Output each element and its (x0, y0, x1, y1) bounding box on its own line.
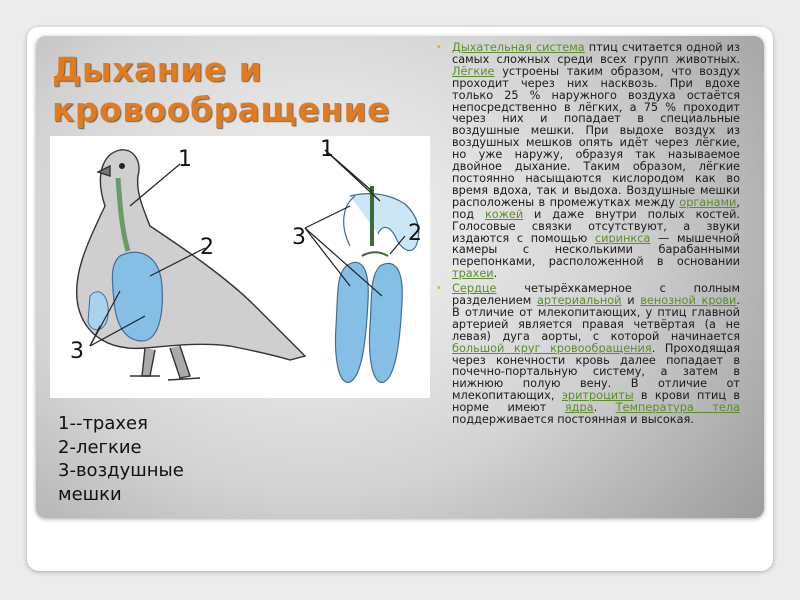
pigeon-drawing (77, 150, 305, 380)
anatomy-figure (50, 136, 430, 398)
paragraph-text: . (593, 401, 616, 415)
paragraph-text: устроены таким образом, что воздух проходит через них насквозь. При вдохе только 25 % наружного воздуха остаётся непосредственно в лёгких, а 75 % проходит через них и попадает в специальные воздушные мешки. При выдохе воздух из воздушных мешков опять идёт через лёгкие, но уже наружу, образуя так называемое двойное дыхание. Таким образом, лёгкие постоянно насыщаются кислородом как во время вдоха, так и выдоха. Воздушные мешки расположены в промежутках между (452, 64, 740, 209)
legend-item: мешки (58, 483, 122, 505)
paragraph-text: . Проходящая через конечности кровь далее попадает в почечно-портальную систему, а затем в нижнюю полую вену. В отличие от млекопитающих, (452, 341, 740, 403)
figure-legend (58, 412, 258, 506)
wiki-link[interactable]: органами (679, 195, 737, 209)
wiki-link[interactable]: венозной крови (640, 294, 737, 308)
paragraph-text: в крови птиц в норме имеют (452, 389, 740, 415)
wiki-link[interactable]: кожей (484, 207, 524, 221)
paragraph-text: — мышечной камеры с несколькими барабанными перепонками, расположенной в основании (452, 231, 741, 269)
description-text (436, 42, 740, 429)
paragraph-text: и (621, 294, 641, 308)
air-sac-shape (88, 292, 108, 330)
slide-panel (36, 36, 764, 518)
wiki-link[interactable]: ядра (564, 401, 594, 415)
paragraph-text: , под (452, 195, 740, 221)
figure-label: 2 (408, 221, 422, 246)
paragraph-text: птиц считается одной из самых сложных среди всех групп животных. (452, 41, 741, 66)
figure-label: 3 (70, 339, 84, 364)
wiki-link[interactable]: Температура тела (615, 401, 740, 415)
slide-title: Дыхание и кровообращение (52, 50, 391, 129)
paragraph-text: поддерживается постоянная и высокая. (452, 413, 694, 427)
wiki-link[interactable]: трахеи (452, 267, 494, 281)
bullet-list (436, 42, 740, 426)
bullet-icon: • (436, 283, 442, 295)
wiki-link[interactable]: артериальной (536, 294, 622, 308)
paragraph-text: . В отличие от млекопитающих, у птиц главной артерией является правая четвёртая (а не левая) дуга аорты, с которой начинается (452, 294, 740, 343)
wiki-link[interactable]: большой круг кровообращения (452, 341, 652, 355)
figure-label: 1 (320, 137, 334, 162)
wiki-link[interactable]: сиринкса (594, 231, 651, 245)
figure-label: 3 (292, 225, 306, 250)
paragraph-text: четырёхкамерное с полным разделением (452, 282, 740, 308)
paragraph-text: и даже внутри полых костей. Голосовые связки отсутствуют, а звуки издаются с помощью (452, 207, 741, 245)
paragraph-text: . (493, 267, 498, 281)
bullet-paragraph (436, 283, 740, 426)
figure-label: 2 (200, 235, 214, 260)
bullet-icon: • (436, 42, 442, 53)
wiki-link[interactable]: эритроциты (561, 389, 634, 403)
wiki-link[interactable]: Сердце (452, 282, 497, 296)
legend-item: 3-воздушные (58, 460, 184, 481)
bird-anatomy-illustration (50, 136, 430, 398)
legend-item: 1--трахея (58, 413, 148, 434)
wiki-link[interactable]: Лёгкие (452, 64, 495, 78)
bullet-paragraph (436, 42, 740, 280)
wiki-link[interactable]: Дыхательная система (452, 41, 585, 54)
legend-item: 2-легкие (58, 436, 142, 458)
figure-label: 1 (178, 147, 192, 172)
